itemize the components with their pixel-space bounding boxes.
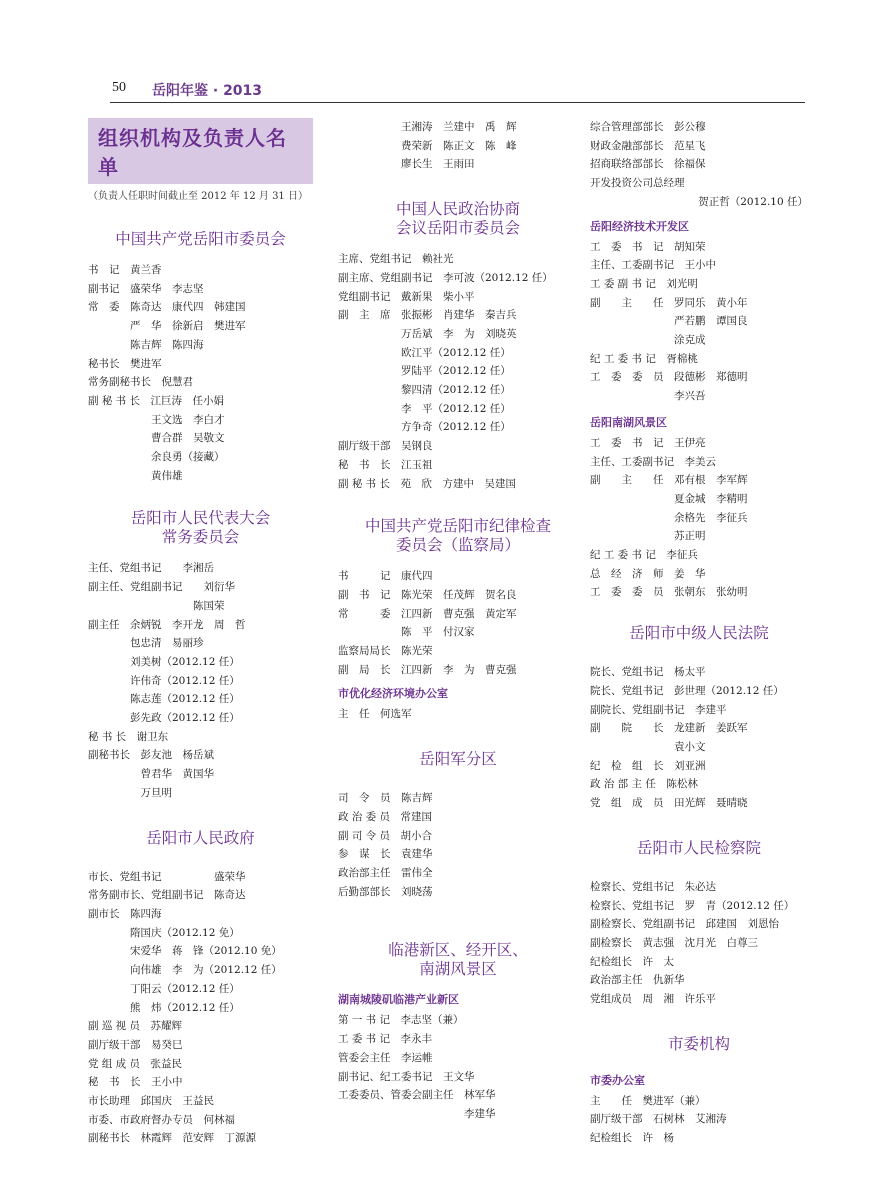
list-item: 主任、党组书记 李湘岳 (88, 562, 214, 575)
page-number: 50 (112, 80, 126, 95)
list-item: 陈志莲（2012.12 任） (88, 693, 240, 706)
list-item: 廖长生 王雨田 (338, 158, 475, 171)
list-item: 常 委 陈奇达 康代四 韩建国 (88, 301, 246, 314)
list-item: 常务副秘书长 倪慧君 (88, 376, 193, 389)
list-item: 工 委 委 员 段德彬 郑德明 (590, 371, 748, 384)
list-item: 常务副市长、党组副书记 陈奇达 (88, 889, 246, 902)
list-item: 副院长、党组副书记 李建平 (590, 703, 727, 716)
subsection-nanhu (590, 434, 808, 602)
section-title-committee-orgs: 市委机构 (667, 1034, 730, 1053)
list-item: 市长助理 邱国庆 王益民 (88, 1095, 214, 1108)
list-item: 副主席、党组副书记 李可波（2012.12 任） (338, 271, 553, 284)
section-title-cppcc: 中国人民政治协商 会议岳阳市委员会 (395, 200, 520, 238)
list-item: 主 任 何选军 (338, 708, 412, 721)
list-item: 总 经 济 师 姜 华 (590, 567, 706, 580)
list-item: 副市长 陈四海 (88, 907, 162, 920)
list-item: 副书记、纪工委书记 王文华 (338, 1070, 475, 1083)
list-item: 方争奇（2012.12 任） (338, 421, 511, 434)
list-item: 副 书 记 陈光荣 任茂辉 贺名良 (338, 588, 517, 601)
list-item: 纪 检 组 长 刘亚洲 (590, 759, 706, 772)
list-item: 检察长、党组书记 罗 青（2012.12 任） (590, 899, 795, 912)
list-item: 纪检组长 许 杨 (590, 1132, 674, 1145)
list-item: 副检察长 黄志强 沈月光 白尊三 (590, 936, 758, 949)
list-item: 书 记 黄兰香 (88, 264, 162, 276)
list-item: 党组副书记 戴新果 柴小平 (338, 290, 475, 303)
list-item: 主 任 樊进军（兼） (590, 1094, 706, 1107)
list-item: 司 令 员 陈吉辉 (338, 792, 433, 805)
list-item: 曾君华 黄国华 (88, 768, 214, 781)
continued-list (338, 118, 578, 174)
list-item: 副厅级干部 易癸巳 (88, 1038, 183, 1051)
subsection-econ-dev-zone (590, 238, 808, 406)
list-item: 政治部主任 雷伟全 (338, 866, 433, 879)
section-military (338, 789, 578, 901)
list-item: 工 委 副 书 记 刘光明 (590, 277, 698, 290)
list-item: 苏正明 (590, 530, 706, 543)
list-item: 李兴吾 (590, 390, 706, 403)
list-item: 罗陆平（2012.12 任） (338, 365, 511, 378)
section-procuratorate (590, 878, 808, 1009)
section-title-party-committee: 中国共产党岳阳市委员会 (115, 230, 286, 248)
list-item: 主任、工委副书记 王小中 (590, 259, 716, 272)
list-item: 包忠清 易丽珍 (88, 637, 204, 650)
section-title-npc: 岳阳市人民代表大会 常务委员会 (130, 509, 271, 547)
column-2 (338, 118, 578, 1124)
list-item: 监察局局长 陈光荣 (338, 645, 433, 658)
list-item: 第 一 书 记 李志坚（兼） (338, 1014, 464, 1027)
list-item: 纪 工 委 书 记 李征兵 (590, 549, 698, 562)
list-item: 严若鹏 谭国良 (590, 315, 748, 328)
list-item: 袁小文 (590, 740, 706, 753)
running-title: 岳阳年鉴 · 2013 (152, 83, 263, 99)
list-item: 刘美树（2012.12 任） (88, 655, 240, 668)
list-item: 副厅级干部 吴钢良 (338, 440, 433, 453)
section-npc (88, 559, 313, 802)
list-item: 工 委 委 员 张朝东 张幼明 (590, 586, 748, 599)
list-item: 许伟奇（2012.12 任） (88, 674, 240, 687)
list-item: 党 组 成 员 田光辉 聂晴晓 (590, 797, 748, 810)
list-item: 招商联络部部长 徐福保 (590, 158, 706, 171)
list-item: 副主任 余炳锐 李开龙 周 哲 (88, 618, 246, 631)
list-item: 副 主 席 张振彬 肖建华 秦吉兵 (338, 309, 517, 322)
header-rule (110, 102, 805, 103)
list-item: 管委会主任 李运帷 (338, 1051, 433, 1064)
list-item: 主任、工委副书记 李美云 (590, 455, 716, 468)
section-government (88, 868, 313, 1149)
list-item: 贺正哲（2012.10 任） (698, 195, 808, 208)
page-main-title: 组织机构及负责人名单 (88, 118, 313, 184)
subsection-committee-office (590, 1092, 808, 1148)
list-item: 院长、党组书记 杨太平 (590, 666, 706, 679)
list-item: 副厅级干部 石树林 艾湘涛 (590, 1113, 727, 1126)
list-item: 常 委 江四新 曹克强 黄定军 (338, 607, 517, 620)
list-item: 陈国荣 (88, 599, 225, 612)
section-title-discipline: 中国共产党岳阳市纪律检查 委员会（监察局） (364, 517, 551, 555)
section-cppcc (338, 250, 578, 493)
subsection-title-econ-dev-zone: 岳阳经济技术开发区 (590, 219, 689, 233)
list-item: 副主任、党组副书记 刘衍华 (88, 581, 235, 594)
list-item: 曹合群 吴敬文 (88, 432, 225, 445)
list-item: 副 主 任 邓有根 李军辉 (590, 474, 748, 487)
list-item: 工委委员、管委会副主任 林军华 (338, 1089, 496, 1102)
list-item: 秘 书 长 王小中 (88, 1076, 183, 1089)
list-item: 工 委 书 记 胡知荣 (590, 240, 706, 253)
list-item: 副 秘 书 长 江巨涛 任小娟 (88, 394, 225, 407)
list-item: 工 委 书 记 王伊亮 (590, 436, 706, 449)
list-item: 丁阳云（2012.12 任） (88, 982, 240, 995)
column-1 (88, 118, 313, 1148)
section-party-committee (88, 261, 313, 485)
list-item: 检察长、党组书记 朱必达 (590, 880, 716, 893)
list-item: 综合管理部部长 彭公穆 (590, 121, 706, 133)
subsection-title-committee-office: 市委办公室 (590, 1073, 645, 1087)
list-item: 王湘涛 兰建中 禹 辉 (338, 121, 517, 133)
list-item: 市长、党组书记 盛荣华 (88, 870, 246, 883)
subsection-title-economic-env: 市优化经济环境办公室 (338, 687, 448, 701)
list-item: 副秘书长 林霞辉 范安辉 丁源源 (88, 1132, 256, 1145)
list-item: 副 主 任 罗同乐 黄小年 (590, 296, 748, 309)
list-item: 副 秘 书 长 苑 欣 方建中 吴建国 (338, 477, 517, 490)
section-title-military: 岳阳军分区 (419, 750, 497, 769)
subsection-title-port-zone: 湖南城陵矶临港产业新区 (338, 993, 459, 1007)
section-court (590, 663, 808, 813)
list-item: 隋国庆（2012.12 免） (88, 926, 240, 939)
list-item: 政 治 部 主 任 陈松林 (590, 778, 698, 791)
list-item: 开发投资公司总经理 (590, 177, 685, 190)
list-item: 王文选 李白才 (88, 413, 225, 426)
list-item: 党 组 成 员 张益民 (88, 1057, 183, 1070)
list-item: 纪 工 委 书 记 胥棉桃 (590, 352, 698, 365)
section-title-procuratorate: 岳阳市人民检察院 (636, 838, 761, 857)
list-item: 黄伟雄 (88, 469, 183, 482)
list-item: 副 巡 视 员 苏耀辉 (88, 1020, 183, 1033)
list-item: 参 谋 长 袁建华 (338, 848, 433, 861)
subsection-port-zone (338, 1011, 578, 1123)
list-item: 秘 书 长 谢卫东 (88, 730, 169, 743)
subsection-title-nanhu: 岳阳南湖风景区 (590, 415, 667, 429)
list-item: 向伟雄 李 为（2012.12 任） (88, 964, 282, 977)
list-item: 副 司 令 员 胡小合 (338, 829, 433, 842)
list-item: 涂克成 (590, 334, 706, 347)
list-item: 主席、党组书记 赖社光 (338, 253, 454, 266)
list-item: 陈吉辉 陈四海 (88, 338, 204, 351)
section-title-new-districts: 临港新区、经开区、 南湖风景区 (388, 941, 528, 979)
subsection-economic-env (338, 705, 578, 724)
list-item: 党组成员 周 湘 许乐平 (590, 993, 716, 1006)
list-item: 市委、市政府督办专员 何林福 (88, 1113, 235, 1126)
list-item: 副检察长、党组副书记 邱建国 刘恩怡 (590, 918, 779, 931)
list-item: 彭先政（2012.12 任） (88, 712, 240, 725)
list-item: 副 院 长 龙建新 姜跃军 (590, 722, 748, 735)
section-title-court: 岳阳市中级人民法院 (629, 624, 769, 643)
list-item: 书 记 康代四 (338, 570, 433, 583)
list-item: 副书记 盛荣华 李志坚 (88, 282, 204, 295)
list-item: 陈 平 付汉家 (338, 626, 475, 639)
list-item: 宋爱华 蒋 锋（2012.10 免） (88, 945, 282, 958)
list-item: 万旦明 (88, 786, 172, 799)
section-discipline (338, 567, 578, 679)
list-item: 院长、党组书记 彭世理（2012.12 任） (590, 684, 784, 697)
list-item: 熊 炜（2012.12 任） (88, 1001, 240, 1014)
list-item: 费荣新 陈正文 陈 峰 (338, 139, 517, 152)
list-item: 副秘书长 彭友池 杨岳斌 (88, 749, 214, 762)
list-item: 工 委 书 记 李永丰 (338, 1033, 433, 1046)
list-item: 政 治 委 员 常建国 (338, 810, 433, 823)
list-item: 夏金城 李精明 (590, 492, 748, 505)
list-item: 后勤部部长 刘晓荡 (338, 885, 433, 898)
list-item: 万岳斌 李 为 刘晓英 (338, 327, 517, 340)
list-item: 黎四清（2012.12 任） (338, 384, 511, 397)
list-item: 副 局 长 江四新 李 为 曹克强 (338, 663, 517, 676)
list-item: 秘 书 长 江玉祖 (338, 458, 433, 471)
list-item: 李建华 (338, 1107, 496, 1120)
list-item: 秘书长 樊进军 (88, 357, 162, 370)
continued-list (590, 118, 808, 193)
list-item: 严 华 徐新启 樊进军 (88, 320, 246, 333)
column-3 (590, 118, 808, 1148)
list-item: 纪检组长 许 太 (590, 955, 674, 968)
list-item: 余良勇（接藏） (88, 451, 225, 464)
section-title-government: 岳阳市人民政府 (146, 828, 255, 847)
page-title-note: （负责人任职时间截止至 2012 年 12 月 31 日） (88, 191, 308, 202)
list-item: 财政金融部部长 范星飞 (590, 139, 706, 152)
list-item: 李 平（2012.12 任） (338, 402, 511, 415)
list-item: 政治部主任 仇新华 (590, 974, 685, 987)
list-item: 欧江平（2012.12 任） (338, 346, 511, 359)
list-item: 余格先 李征兵 (590, 511, 748, 524)
